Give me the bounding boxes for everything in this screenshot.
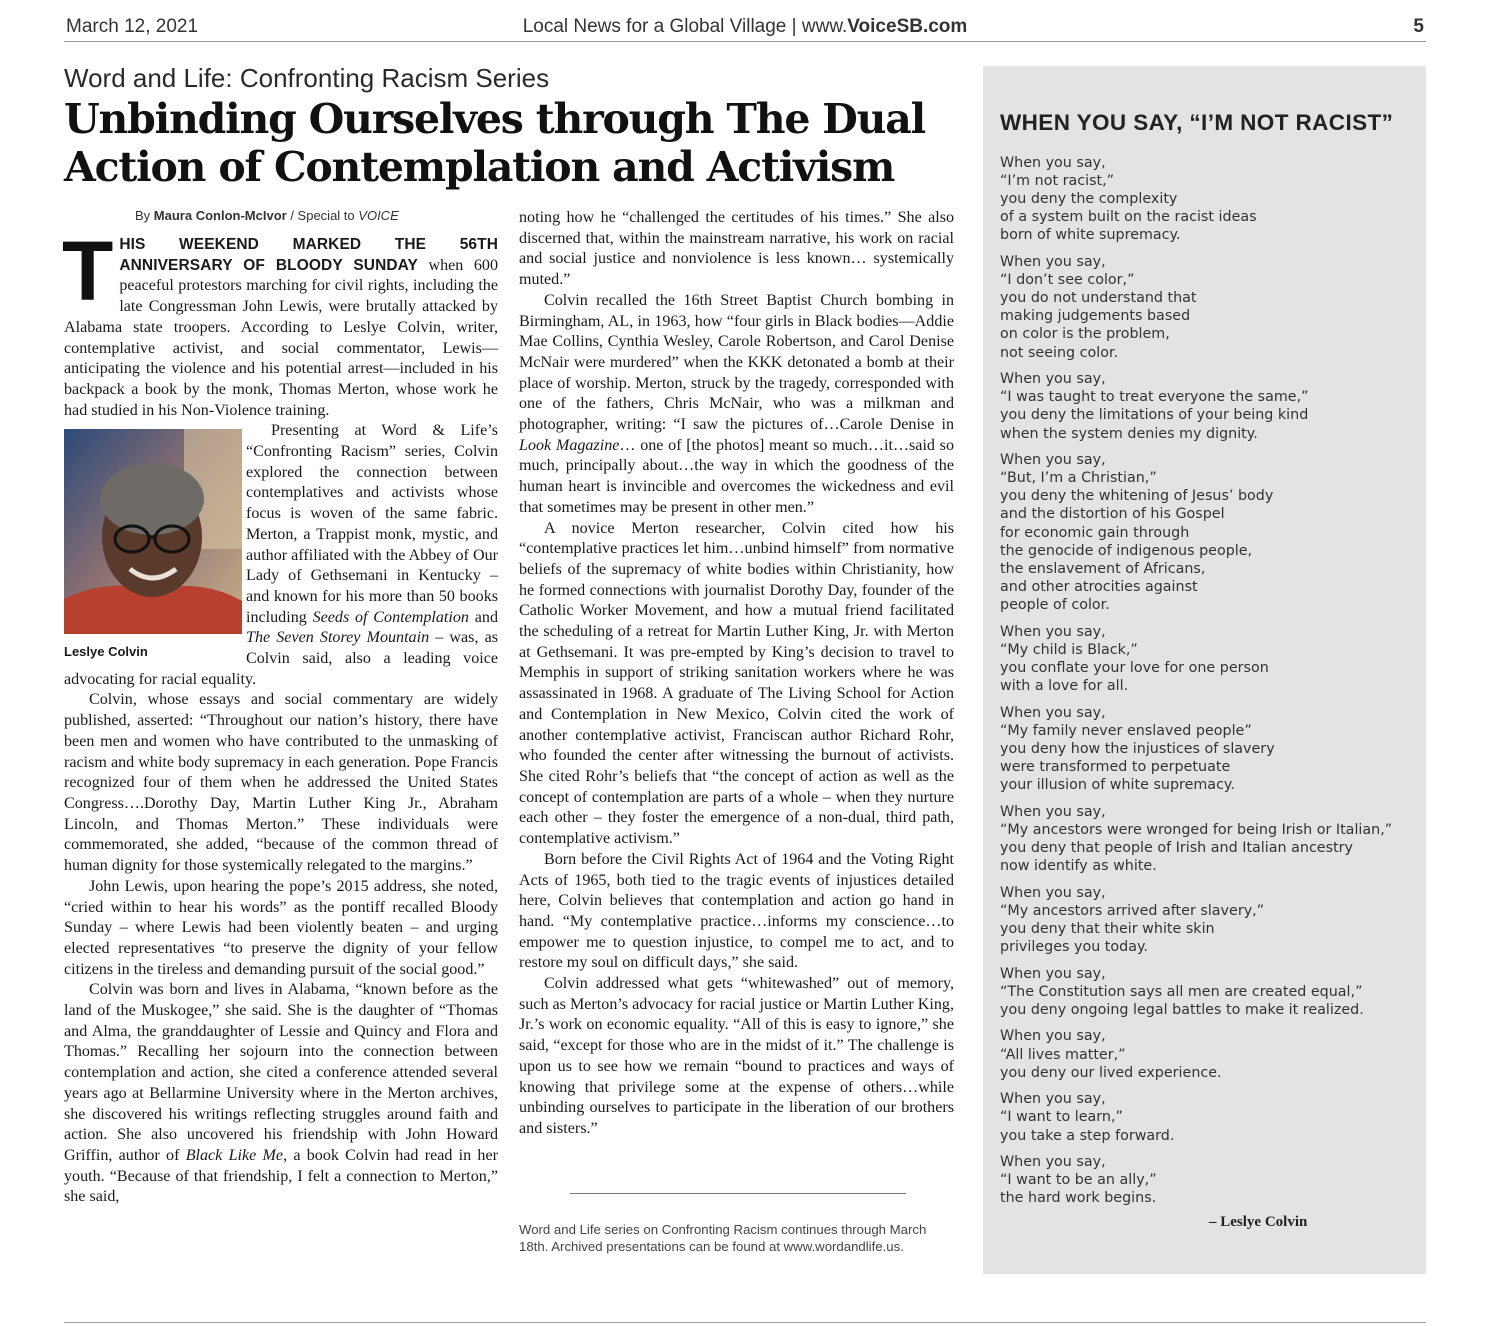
poem-stanza bbox=[1000, 623, 1420, 695]
poem-title: WHEN YOU SAY, “I’M NOT RACIST” bbox=[1000, 110, 1394, 135]
poem-line: and the distortion of his Gospel bbox=[1000, 506, 1225, 523]
paragraph-2-text-a: Presenting at Word & Life’s “Confronting Racism” series, Colvin explored the connection between contemplatives and activists whose focus is woven of the same fabric. Merton, a Trappist monk, mystic, and author affiliated with the Abbey of Our Lady of Gethsemani in Kentucky – and known for his more than 50 books including bbox=[246, 422, 498, 626]
poem-line: When you say, bbox=[1000, 155, 1106, 171]
poem-line: When you say, bbox=[1000, 704, 1106, 721]
paragraph-5-text-a: Colvin was born and lives in Alabama, “known before as the land of the Muskogee,” she said. She is the daughter of “Thomas and Alma, the granddaughter of Lessie and Quincy and Flora and Thomas.” Recalling her sojourn into the connection between contemplation and action, she cited a conference attended several years ago at Bellarmine University where in the Merton archives, she discovered his writings reflecting struggles around faith and action. She also uncovered his friendship with John Howard Griffin, author of bbox=[64, 981, 498, 1164]
poem-stanza bbox=[1000, 1027, 1420, 1081]
col2-paragraph-5: Colvin addressed what gets “whitewashed” out of memory, such as Merton’s advocacy for racial justice or Martin Luther King, Jr.’s work on economic equality. “All of this is easy to ignore,” she said, “except for those who are in the midst of it.” The challenge is upon us to see how we remain “bound to practices and ways of knowing that privilege some at the expense of others…while unbinding ourselves to participate in the liberation of our brothers and sisters.” bbox=[519, 975, 954, 1137]
poem-line: “I don’t see color,” bbox=[1000, 272, 1135, 289]
poem-sidebar bbox=[983, 66, 1426, 1274]
poem-stanza bbox=[1000, 1090, 1420, 1144]
poem-line: of a system built on the racist ideas bbox=[1000, 209, 1257, 226]
poem-line: were transformed to perpetuate bbox=[1000, 758, 1231, 775]
lead-paragraph-text: when 600 peaceful protestors marching for civil rights, including the late Congressman John Lewis, were brutally attacked by Alabama state troopers. According to Leslye Colvin, writer, contemplative activist, and social commentator, Lewis—anticipating the violence and his potential arrest—included in his backpack a book by the monk, Thomas Merton, whose work he had studied in his Non-Violence training. bbox=[64, 256, 498, 419]
book-title-seeds: Seeds of Contemplation bbox=[312, 608, 469, 626]
poem-stanza bbox=[1000, 154, 1420, 244]
site-link[interactable] bbox=[802, 16, 967, 37]
series-label: Word and Life: Confronting Racism Series bbox=[64, 63, 550, 93]
poem-line: you deny that their white skin bbox=[1000, 920, 1215, 937]
poem-line: When you say, bbox=[1000, 254, 1106, 271]
poem-line: your illusion of white supremacy. bbox=[1000, 776, 1235, 793]
poem-line: you take a step forward. bbox=[1000, 1127, 1175, 1144]
poem-line: the enslavement of Africans, bbox=[1000, 560, 1206, 577]
byline-author: Maura Conlon-McIvor bbox=[153, 208, 287, 223]
paragraph-5-text-b: , a book Colvin had read in her youth. “Because of that friendship, I felt a connection to Merton,” she said, bbox=[64, 1146, 498, 1206]
poem-stanza bbox=[1000, 965, 1420, 1019]
poem-line: “All lives matter,” bbox=[1000, 1046, 1126, 1063]
article-paragraph-4: John Lewis, upon hearing the pope’s 2015 address, she noted, “cried within to hear his words” as the pontiff recalled Bloody Sunday – where Lewis had been violently beaten – and urging elected representatives “to preserve the dignity of your fellow citizens in the tireless and demanding pursuit of the social good.” bbox=[64, 877, 498, 978]
poem-line: When you say, bbox=[1000, 884, 1106, 901]
poem-line: and other atrocities against bbox=[1000, 578, 1198, 595]
poem-line: “My ancestors were wronged for being Irish or Italian,” bbox=[1000, 821, 1393, 838]
poem-line: you deny that people of Irish and Italian ancestry bbox=[1000, 839, 1353, 856]
byline-middle: / Special to bbox=[290, 208, 355, 223]
poem-line: not seeing color. bbox=[1000, 344, 1119, 361]
poem-line: now identify as white. bbox=[1000, 857, 1157, 874]
header-tagline bbox=[64, 16, 1426, 38]
page-number: 5 bbox=[1413, 16, 1424, 37]
poem-line: “I want to be an ally,” bbox=[1000, 1172, 1157, 1189]
site-prefix: www. bbox=[801, 16, 848, 37]
photo-caption: Leslye Colvin bbox=[64, 644, 148, 660]
byline-outlet: VOICE bbox=[358, 208, 399, 223]
poem-line: “My family never enslaved people” bbox=[1000, 722, 1252, 739]
poem-line: When you say, bbox=[1000, 452, 1106, 469]
poem-line: When you say, bbox=[1000, 623, 1106, 640]
series-note: Word and Life series on Confronting Racism continues through March 18th. Archived presentations can be found at www.wordandlife.us. bbox=[519, 1222, 927, 1254]
col2-paragraph-2-text-a: Colvin recalled the 16th Street Baptist Church bombing in Birmingham, AL, in 1963, how “four girls in Black bodies—Addie Mae Collins, Cynthia Wesley, Carole Robertson, and Carol Denise McNair were murdered” when the KKK detonated a bomb at their place of worship. Merton, struck by the tragedy, corresponded with one of the fathers, Chris McNair, who was a milkman and photographer, writing: “I saw the pictures of…Carole Denise in bbox=[519, 291, 954, 434]
poem-line: you deny the limitations of your being kind bbox=[1000, 407, 1309, 424]
poem-line: the hard work begins. bbox=[1000, 1190, 1157, 1207]
poem-stanza bbox=[1000, 1153, 1420, 1207]
tagline-text: Local News for a Global Village bbox=[522, 16, 787, 37]
poem-line: you deny our lived experience. bbox=[1000, 1064, 1222, 1081]
poem-line: “My child is Black,” bbox=[1000, 641, 1138, 658]
poem-signature: – Leslye Colvin bbox=[1209, 1214, 1308, 1230]
article-paragraph-3: Colvin, whose essays and social commentary are widely published, asserted: “Throughout our nation’s history, there have been men and women who have contributed to the unmasking of racism and white body supremacy in each generation. Pope Francis recognized four of them when he addressed the United States Congress….Dorothy Day, Martin Luther King Jr., Abraham Lincoln, and Thomas Merton.” These individuals were commemorated, she added, “because of the common thread of human dignity for those systemically relegated to the margins.” bbox=[64, 691, 498, 875]
poem-line: the genocide of indigenous people, bbox=[1000, 542, 1253, 559]
poem-stanza bbox=[1000, 451, 1420, 614]
poem-line: When you say, bbox=[1000, 1091, 1106, 1108]
poem-line: making judgements based bbox=[1000, 308, 1191, 325]
poem-line: When you say, bbox=[1000, 803, 1106, 820]
poem-body bbox=[1000, 154, 1420, 1216]
poem-line: When you say, bbox=[1000, 965, 1106, 982]
poem-line: on color is the problem, bbox=[1000, 326, 1170, 343]
page-header bbox=[64, 10, 1426, 42]
poem-line: When you say, bbox=[1000, 371, 1106, 388]
col2-paragraph-1: noting how he “challenged the certitudes of his times.” She also discerned that, within the mainstream narrative, his work on racial and social justice and nonviolence is less known… systemically muted.” bbox=[519, 209, 954, 289]
poem-line: “I’m not racist,” bbox=[1000, 173, 1115, 190]
poem-line: you deny ongoing legal battles to make it realized. bbox=[1000, 1001, 1364, 1018]
issue-date: March 12, 2021 bbox=[66, 16, 199, 37]
drop-cap: T bbox=[62, 224, 114, 318]
byline bbox=[135, 208, 399, 223]
poem-line: “I was taught to treat everyone the same,” bbox=[1000, 389, 1309, 406]
article-column-2 bbox=[519, 208, 954, 1140]
poem-line: privileges you today. bbox=[1000, 938, 1148, 955]
poem-line: you deny the whitening of Jesus’ body bbox=[1000, 488, 1274, 505]
paragraph-2-and: and bbox=[474, 608, 498, 626]
col2-paragraph-2 bbox=[519, 291, 954, 519]
poem-line: “The Constitution says all men are created equal,” bbox=[1000, 983, 1363, 1000]
poem-line: you do not understand that bbox=[1000, 290, 1197, 307]
poem-stanza bbox=[1000, 884, 1420, 956]
byline-prefix: By bbox=[135, 208, 151, 223]
poem-line: “But, I’m a Christian,” bbox=[1000, 470, 1157, 487]
site-name: VoiceSB.com bbox=[847, 16, 968, 37]
col2-paragraph-2-text-b: … one of [the photos] meant so much…it…said so much, principally about…the way in which the goodness of the human heart is invincible and overcomes the wickedness and evil that sometimes may be present in other men.” bbox=[519, 436, 954, 516]
col2-paragraph-4: Born before the Civil Rights Act of 1964 and the Voting Right Acts of 1965, both tied to the tragic events of injustices detailed here, Colvin believes that contemplation and action go hand in hand. “My contemplative practice…informs my conscience…to empower me to question injustice, to compel me to act, and to restore my soul on difficult days,” she said. bbox=[519, 850, 954, 972]
poem-line: for economic gain through bbox=[1000, 524, 1190, 541]
poem-line: When you say, bbox=[1000, 1028, 1106, 1045]
poem-stanza bbox=[1000, 370, 1420, 442]
article-paragraph-5 bbox=[64, 980, 498, 1208]
poem-line: “I want to learn,” bbox=[1000, 1109, 1123, 1126]
poem-stanza bbox=[1000, 704, 1420, 794]
lead-caps: HIS WEEKEND MARKED THE 56TH ANNIVERSARY OF BLOODY SUNDAY bbox=[119, 236, 498, 274]
poem-line: with a love for all. bbox=[1000, 677, 1129, 694]
poem-stanza bbox=[1000, 803, 1420, 875]
bottom-rule bbox=[64, 1322, 1426, 1323]
author-photo-figure bbox=[64, 429, 242, 663]
poem-line: you conflate your love for one person bbox=[1000, 659, 1269, 676]
poem-line: you deny the complexity bbox=[1000, 191, 1178, 208]
end-rule bbox=[570, 1193, 906, 1194]
poem-line: you deny how the injustices of slavery bbox=[1000, 740, 1275, 757]
poem-line: born of white supremacy. bbox=[1000, 227, 1181, 244]
poem-line: when the system denies my dignity. bbox=[1000, 425, 1258, 442]
book-title-black-like-me: Black Like Me bbox=[185, 1146, 284, 1164]
poem-line: When you say, bbox=[1000, 1154, 1106, 1171]
magazine-title: Look Magazine bbox=[519, 436, 620, 454]
lead-paragraph bbox=[62, 224, 498, 421]
leslye-colvin-photo bbox=[64, 429, 242, 634]
poem-stanza bbox=[1000, 253, 1420, 362]
article-headline: Unbinding Ourselves through The Dual Action of Contemplation and Activism bbox=[64, 95, 925, 191]
col2-paragraph-3: A novice Merton researcher, Colvin cited how his “contemplative practices let him…unbind himself” from normative beliefs of the supremacy of white bodies within Christianity, how he formed connections with journalist Dorothy Day, founder of the Catholic Worker Movement, and how a mutual friend facilitated the scheduling of a retreat for Martin Luther King, Jr. with Merton at Gethsemani. It was pre-empted by King’s decision to travel to Memphis in support of striking sanitation workers where he was assassinated in 1968. A graduate of The Living School for Action and Contemplation in New Mexico, Colvin cited the work of another contemplative activist, Franciscan author Richard Rohr, who founded the center after witnessing the burnout of activists. She cited Rohr’s beliefs that “the concept of action as well as the concept of contemplation are parts of a whole – when they nurture each other – they foster the emergence of a non-dual, third path, contemplative activism.” bbox=[519, 519, 954, 848]
paragraph-2-text-b: – was, as Colvin said, also a leading voice advocating for racial equality. bbox=[64, 629, 498, 688]
tagline-separator: | bbox=[791, 16, 797, 37]
book-title-seven-storey: The Seven Storey Mountain bbox=[246, 629, 430, 647]
poem-line: “My ancestors arrived after slavery,” bbox=[1000, 902, 1265, 919]
poem-line: people of color. bbox=[1000, 596, 1110, 613]
article-column-1 bbox=[62, 224, 498, 1208]
